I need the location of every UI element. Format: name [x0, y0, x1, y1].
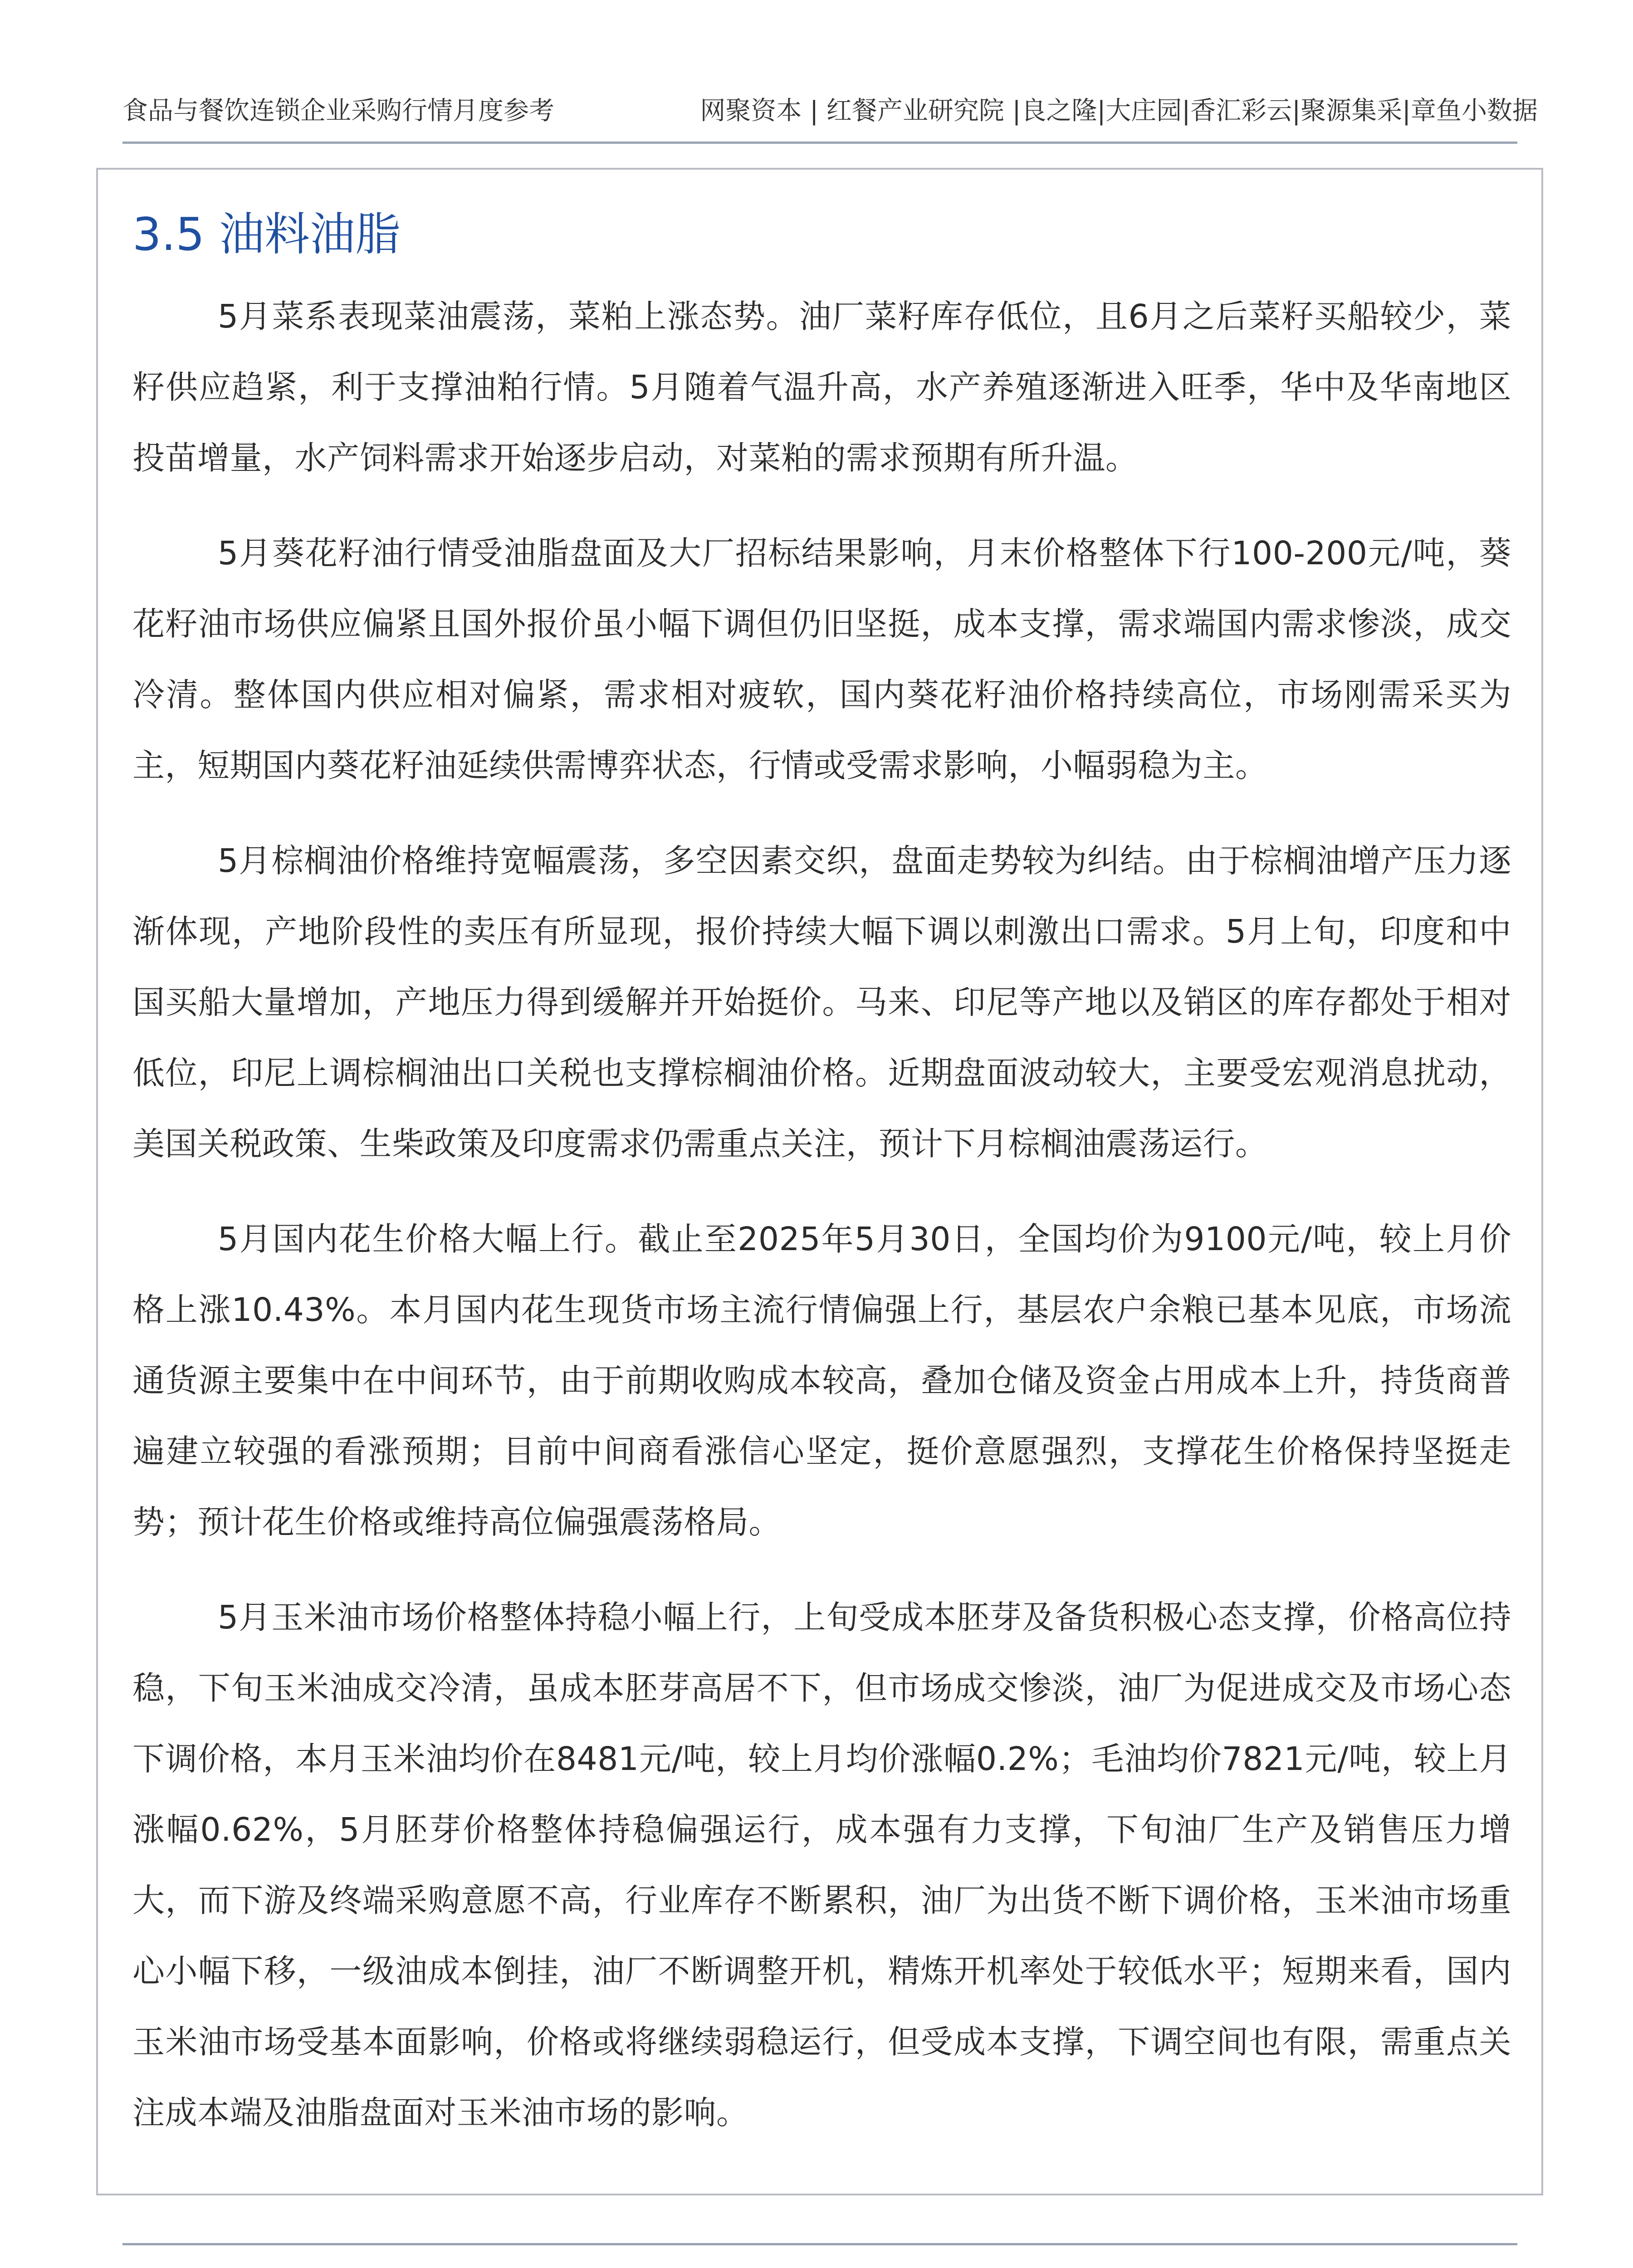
- paragraph-corn-oil: 5月玉米油市场价格整体持稳小幅上行，上旬受成本胚芽及备货积极心态支撑，价格高位持稳，下旬玉米油成交冷清，虽成本胚芽高居不下，但市场成交惨淡，油厂为促进成交及市场心态下调价格，本月玉米油均价在8481元/吨，较上月均价涨幅0.2%；毛油均价7821元/吨，较上月涨幅0.62%，5月胚芽价格整体持稳偏强运行，成本强有力支撑，下旬油厂生产及销售压力增大，而下游及终端采购意愿不高，行业库存不断累积，油厂为出货不断下调价格，玉米油市场重心小幅下移，一级油成本倒挂，油厂不断调整开机，精炼开机率处于较低水平；短期来看，国内玉米油市场受基本面影响，价格或将继续弱稳运行，但受成本支撑，下调空间也有限，需重点关注成本端及油脂盘面对玉米油市场的影响。: [132, 1598, 1511, 2131]
- paragraph-palm-oil: 5月棕榈油价格维持宽幅震荡，多空因素交织，盘面走势较为纠结。由于棕榈油增产压力逐渐体现，产地阶段性的卖压有所显现，报价持续大幅下调以刺激出口需求。5月上旬，印度和中国买船大量增加，产地压力得到缓解并开始挺价。马来、印尼等产地以及销区的库存都处于相对低位，印尼上调棕榈油出口关税也支撑棕榈油价格。近期盘面波动较大，主要受宏观消息扰动，美国关税政策、生柴政策及印度需求仍需重点关注，预计下月棕榈油震荡运行。: [132, 842, 1511, 1163]
- page-header: [122, 88, 1538, 138]
- section-body: [132, 281, 1511, 2173]
- report-title: 食品与餐饮连锁企业采购行情月度参考: [122, 96, 554, 126]
- section-title: 3.5 油料油脂: [132, 208, 401, 261]
- paragraph-rapeseed: 5月菜系表现菜油震荡，菜粕上涨态势。油厂菜籽库存低位，且6月之后菜籽买船较少，菜籽供应趋紧，利于支撑油粕行情。5月随着气温升高，水产养殖逐渐进入旺季，华中及华南地区投苗增量，水产饲料需求开始逐步启动，对菜粕的需求预期有所升温。: [132, 298, 1511, 477]
- header-divider: [122, 142, 1517, 144]
- paragraph-sunflower-oil: 5月葵花籽油行情受油脂盘面及大厂招标结果影响，月末价格整体下行100-200元/吨，葵花籽油市场供应偏紧且国外报价虽小幅下调但仍旧坚挺，成本支撑，需求端国内需求惨淡，成交冷清。整体国内供应相对偏紧，需求相对疲软，国内葵花籽油价格持续高位，市场刚需采买为主，短期国内葵花籽油延续供需博弈状态，行情或受需求影响，小幅弱稳为主。: [132, 534, 1511, 784]
- paragraph-peanut: 5月国内花生价格大幅上行。截止至2025年5月30日，全国均价为9100元/吨，较上月价格上涨10.43%。本月国内花生现货市场主流行情偏强上行，基层农户余粮已基本见底，市场流通货源主要集中在中间环节，由于前期收购成本较高，叠加仓储及资金占用成本上升，持货商普遍建立较强的看涨预期；目前中间商看涨信心坚定，挺价意愿强烈，支撑花生价格保持坚挺走势；预计花生价格或维持高位偏强震荡格局。: [132, 1220, 1511, 1541]
- footer-divider: [122, 2243, 1517, 2245]
- publisher-list: 网聚资本 | 红餐产业研究院 |良之隆|大庄园|香汇彩云|聚源集采|章鱼小数据: [700, 96, 1538, 126]
